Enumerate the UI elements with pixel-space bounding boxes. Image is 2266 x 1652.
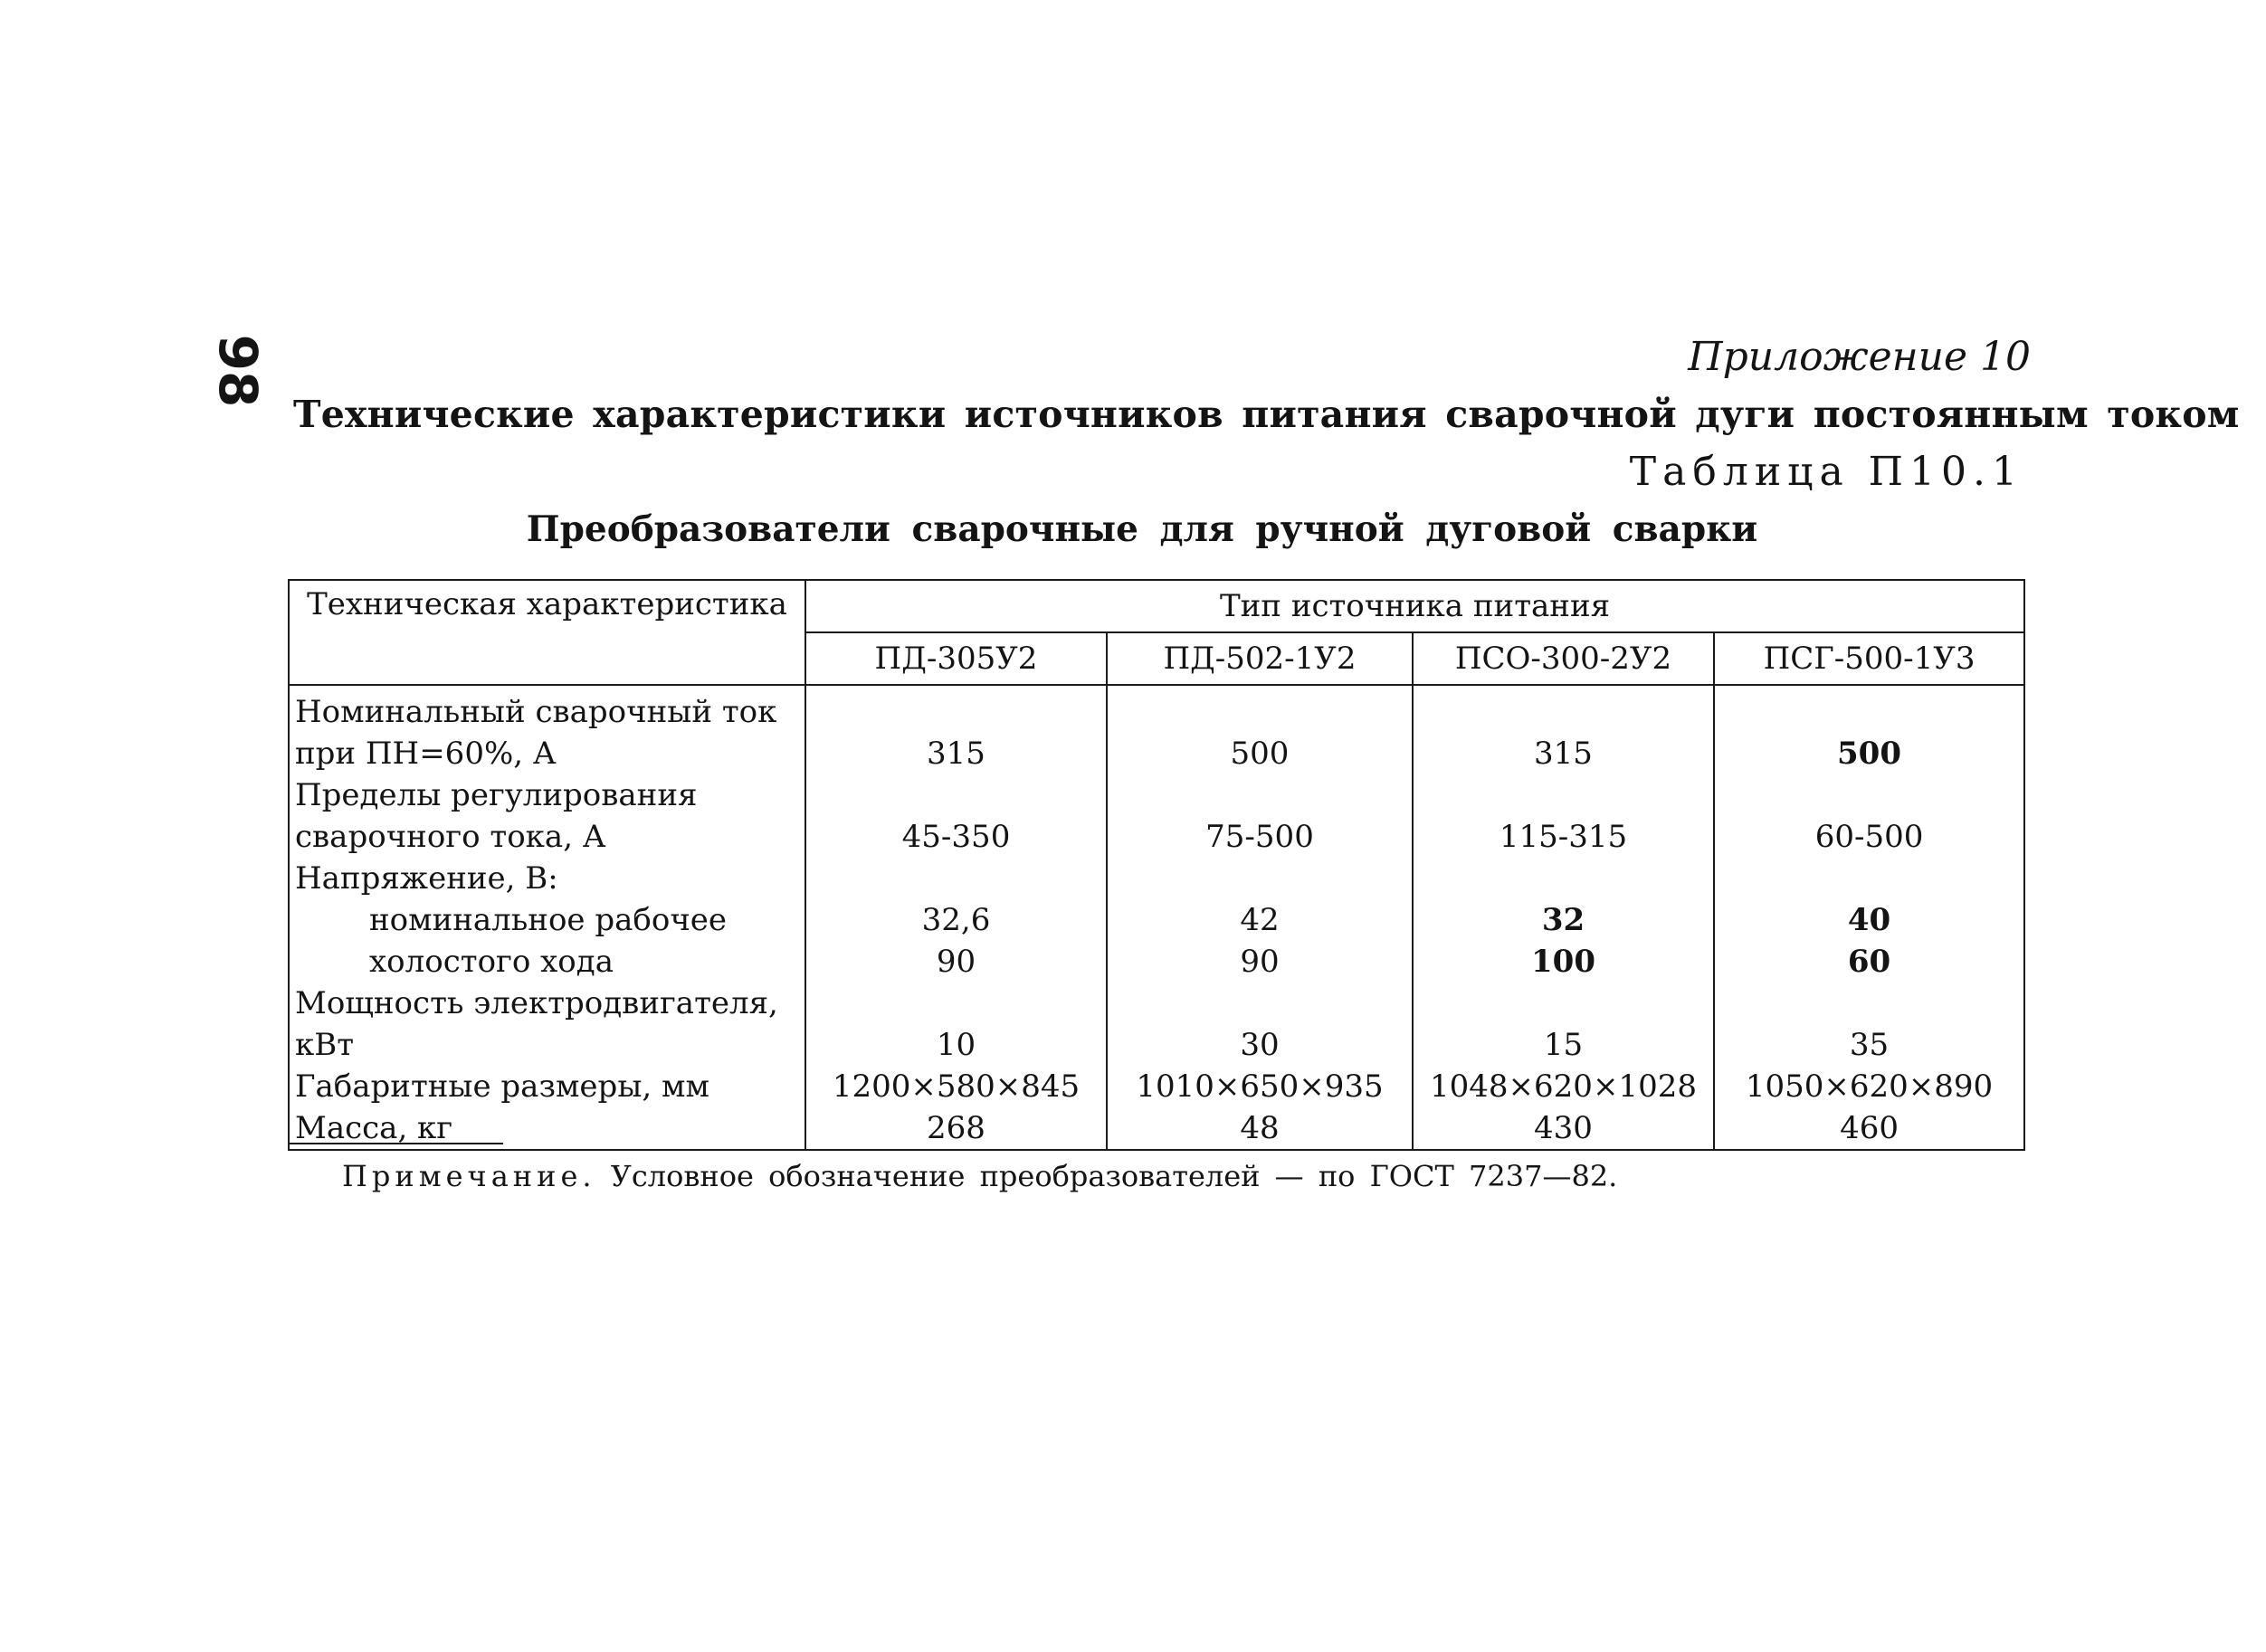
row-label: Габаритные размеры, мм xyxy=(289,1066,805,1107)
table-number: Таблица П10.1 xyxy=(1629,449,2023,495)
table-cell: 15 xyxy=(1413,983,1714,1066)
table-row xyxy=(289,941,2024,983)
row-label: холостого хода xyxy=(289,941,805,983)
row-label: номинальное рабочее xyxy=(289,899,805,941)
table-header-row xyxy=(289,580,2024,632)
table-cell: 32,6 xyxy=(805,899,1107,941)
table-cell: 35 xyxy=(1714,983,2024,1066)
table-cell: 100 xyxy=(1413,941,1714,983)
table-cell: 90 xyxy=(1107,941,1413,983)
table-cell-spacer xyxy=(805,858,1107,899)
table-cell-spacer xyxy=(1107,858,1413,899)
table-row xyxy=(289,1107,2024,1150)
table-subtitle: Преобразователи сварочные для ручной дуговой сварки xyxy=(526,508,1758,550)
table-cell: 10 xyxy=(805,983,1107,1066)
table-cell-spacer xyxy=(1107,774,1413,816)
table-cell: 315 xyxy=(805,733,1107,774)
table-cell: 60-500 xyxy=(1714,816,2024,858)
table-cell: 90 xyxy=(805,941,1107,983)
table-cell-spacer xyxy=(1714,858,2024,899)
table-cell: 268 xyxy=(805,1107,1107,1150)
table-cell: 1050×620×890 xyxy=(1714,1066,2024,1107)
appendix-label: Приложение 10 xyxy=(1688,334,2031,380)
table-cell-spacer xyxy=(1714,685,2024,733)
note-text: Условное обозначение преобразователей — по ГОСТ 7237—82. xyxy=(610,1159,1618,1193)
spec-table xyxy=(288,579,2025,1151)
table-cell: 42 xyxy=(1107,899,1413,941)
table-row xyxy=(289,899,2024,941)
table-row xyxy=(289,774,2024,816)
model-header: ПД-502-1У2 xyxy=(1107,632,1413,685)
char-column-header: Техническая характеристика xyxy=(289,580,805,685)
table-cell: 1010×650×935 xyxy=(1107,1066,1413,1107)
table-row xyxy=(289,1066,2024,1107)
row-label: Масса, кг xyxy=(289,1107,805,1150)
type-column-header: Тип источника питания xyxy=(805,580,2024,632)
table-note xyxy=(342,1149,1617,1203)
table-cell-spacer xyxy=(805,685,1107,733)
table-cell: 45-350 xyxy=(805,816,1107,858)
table-cell-spacer xyxy=(1413,685,1714,733)
table-cell: 40 xyxy=(1714,899,2024,941)
table-cell: 32 xyxy=(1413,899,1714,941)
page-number: 98 xyxy=(207,334,269,408)
table-cell: 1048×620×1028 xyxy=(1413,1066,1714,1107)
table-cell: 30 xyxy=(1107,983,1413,1066)
table-cell: 1200×580×845 xyxy=(805,1066,1107,1107)
footnote-rule xyxy=(290,1143,503,1144)
model-header: ПСО-300-2У2 xyxy=(1413,632,1714,685)
table-cell-spacer xyxy=(1107,685,1413,733)
table-cell-spacer xyxy=(1714,774,2024,816)
table-row xyxy=(289,983,2024,1066)
table-cell: 315 xyxy=(1413,733,1714,774)
table-cell: 75-500 xyxy=(1107,816,1413,858)
table-cell: 500 xyxy=(1107,733,1413,774)
table-cell: 60 xyxy=(1714,941,2024,983)
note-label: Примечание. xyxy=(342,1159,596,1193)
model-header: ПД-305У2 xyxy=(805,632,1107,685)
table-cell-spacer xyxy=(1413,774,1714,816)
page-title: Технические характеристики источников питания сварочной дуги постоянным током xyxy=(293,393,2240,436)
table-cell: 460 xyxy=(1714,1107,2024,1150)
row-label: Мощность электродвигателя, кВт xyxy=(289,983,805,1066)
table-cell: 48 xyxy=(1107,1107,1413,1150)
row-label: Пределы регулирования сварочного тока, А xyxy=(289,774,805,858)
table-cell-spacer xyxy=(805,774,1107,816)
table-cell-spacer xyxy=(1413,858,1714,899)
row-label: Напряжение, В: xyxy=(289,858,805,899)
table-row xyxy=(289,858,2024,899)
row-label: Номинальный сварочный ток при ПН=60%, А xyxy=(289,685,805,774)
table-cell: 115-315 xyxy=(1413,816,1714,858)
table-cell: 430 xyxy=(1413,1107,1714,1150)
table-row xyxy=(289,685,2024,733)
model-header: ПСГ-500-1У3 xyxy=(1714,632,2024,685)
table-cell: 500 xyxy=(1714,733,2024,774)
